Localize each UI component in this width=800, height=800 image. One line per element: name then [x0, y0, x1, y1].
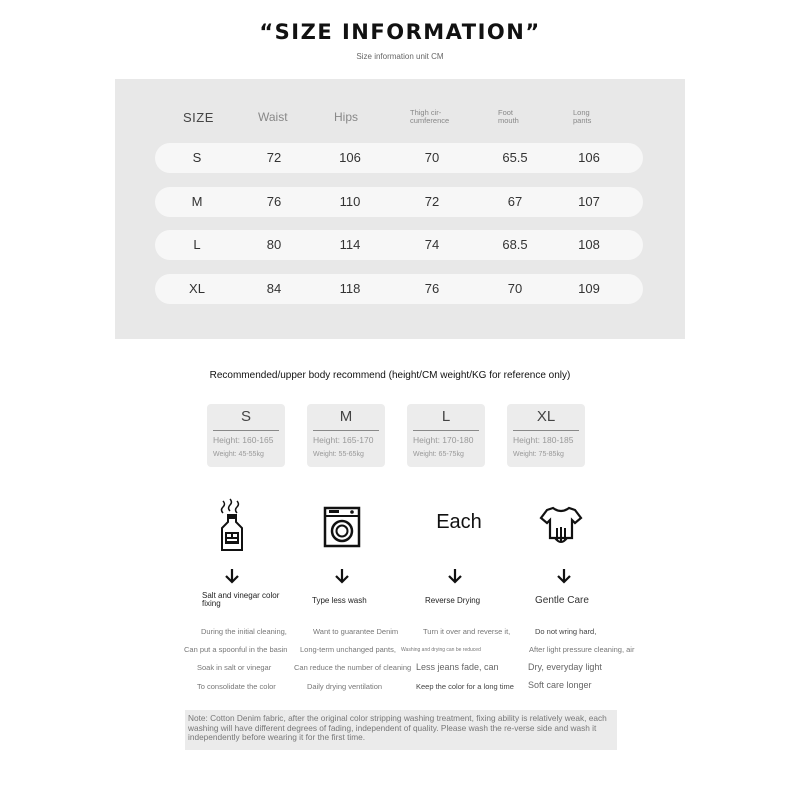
table-cell: 106 — [339, 150, 361, 165]
recommend-title: Recommended/upper body recommend (height/CM weight/KG for reference only) — [209, 370, 571, 381]
table-cell: 108 — [578, 237, 600, 252]
table-cell: 70 — [424, 150, 440, 165]
table-cell: 68.5 — [502, 237, 528, 252]
recommend-size: XL — [536, 408, 556, 425]
table-cell: 114 — [339, 237, 361, 252]
table-cell: 118 — [339, 281, 361, 296]
table-cell: S — [192, 150, 202, 165]
page-subtitle: Size information unit CM — [356, 52, 444, 61]
table-cell: 107 — [578, 194, 600, 209]
table-cell: 76 — [424, 281, 440, 296]
care-text: Turn it over and reverse it, — [423, 627, 511, 636]
care-text: Less jeans fade, can — [416, 662, 499, 672]
recommend-card-l — [407, 404, 485, 467]
care-label-drying: Reverse Drying — [425, 596, 481, 605]
recommend-height: Height: 170-180 — [413, 435, 474, 445]
divider — [513, 430, 579, 431]
table-cell: 110 — [339, 194, 361, 209]
care-text: Can put a spoonful in the basin — [184, 645, 288, 654]
header-size: SIZE — [183, 109, 214, 125]
table-row — [155, 143, 643, 173]
care-label-wash: Type less wash — [312, 596, 367, 605]
recommend-weight: Weight: 75-85kg — [513, 451, 564, 458]
table-cell: 72 — [424, 194, 440, 209]
table-row — [155, 230, 643, 260]
care-text: During the initial cleaning, — [201, 627, 287, 636]
care-text: Washing and drying can be reduced — [401, 647, 481, 653]
header-waist: Waist — [258, 110, 288, 124]
recommend-size: M — [339, 408, 353, 425]
table-cell: L — [193, 237, 201, 252]
arrow-down-icon — [445, 566, 465, 586]
care-text: Long-term unchanged pants, — [300, 645, 396, 654]
care-label-vinegar: Salt and vinegar color fixing — [202, 591, 280, 608]
recommend-size: L — [441, 408, 451, 425]
care-text: Soak in salt or vinegar — [197, 663, 272, 672]
divider — [313, 430, 379, 431]
header-long-pants: Long pants — [573, 108, 592, 125]
vinegar-bottle-icon — [207, 498, 257, 552]
recommend-weight: Weight: 45-55kg — [213, 451, 264, 458]
arrow-down-icon — [554, 566, 574, 586]
washing-machine-icon — [317, 498, 367, 552]
care-text: To consolidate the color — [197, 682, 276, 691]
arrow-down-icon — [332, 566, 352, 586]
header-thigh: Thigh cir- cumference — [410, 108, 450, 125]
table-cell: 70 — [507, 281, 523, 296]
arrow-down-icon — [222, 566, 242, 586]
table-row — [155, 187, 643, 217]
recommend-card-xl — [507, 404, 585, 467]
divider — [213, 430, 279, 431]
recommend-card-m — [307, 404, 385, 467]
size-table — [115, 79, 685, 339]
header-hips: Hips — [334, 110, 359, 124]
care-text: Dry, everyday light — [528, 662, 602, 672]
care-text: Daily drying ventilation — [307, 682, 383, 691]
recommend-height: Height: 180-185 — [513, 435, 574, 445]
table-cell: 106 — [578, 150, 600, 165]
each-text: Each — [436, 511, 482, 533]
recommend-height: Height: 165-170 — [313, 435, 374, 445]
note-text: Note: Cotton Denim fabric, after the original color stripping washing treatment, fixing ability is relatively weak, each washing will have different degrees of fading, independent of quality. Please wash the re-verse side and wash it independently before wearing it for the first time. — [185, 710, 617, 750]
tshirt-care-icon — [536, 498, 586, 552]
table-cell: M — [191, 194, 203, 209]
page-title: “SIZE INFORMATION” — [259, 20, 541, 44]
table-cell: 109 — [578, 281, 600, 296]
recommend-height: Height: 160-165 — [213, 435, 274, 445]
care-text: Do not wring hard, — [535, 627, 597, 636]
recommend-weight: Weight: 55-65kg — [313, 451, 364, 458]
table-cell: 74 — [424, 237, 440, 252]
recommend-weight: Weight: 65-75kg — [413, 451, 464, 458]
table-cell: XL — [189, 281, 205, 296]
table-row — [155, 274, 643, 304]
recommend-size: S — [240, 408, 251, 425]
care-text: Soft care longer — [528, 680, 592, 690]
divider — [413, 430, 479, 431]
table-cell: 80 — [266, 237, 282, 252]
care-label-gentle: Gentle Care — [535, 595, 589, 606]
table-cell: 67 — [507, 194, 523, 209]
care-text: Can reduce the number of cleaning — [294, 663, 412, 672]
care-text: Keep the color for a long time — [416, 682, 514, 691]
care-text: Want to guarantee Denim — [313, 627, 399, 636]
header-foot-mouth: Foot mouth — [498, 108, 519, 125]
table-cell: 65.5 — [502, 150, 528, 165]
care-text: After light pressure cleaning, air — [529, 645, 635, 654]
table-cell: 84 — [266, 281, 282, 296]
recommend-card-s — [207, 404, 285, 467]
table-cell: 72 — [266, 150, 282, 165]
size-table-header — [115, 99, 685, 135]
table-cell: 76 — [266, 194, 282, 209]
